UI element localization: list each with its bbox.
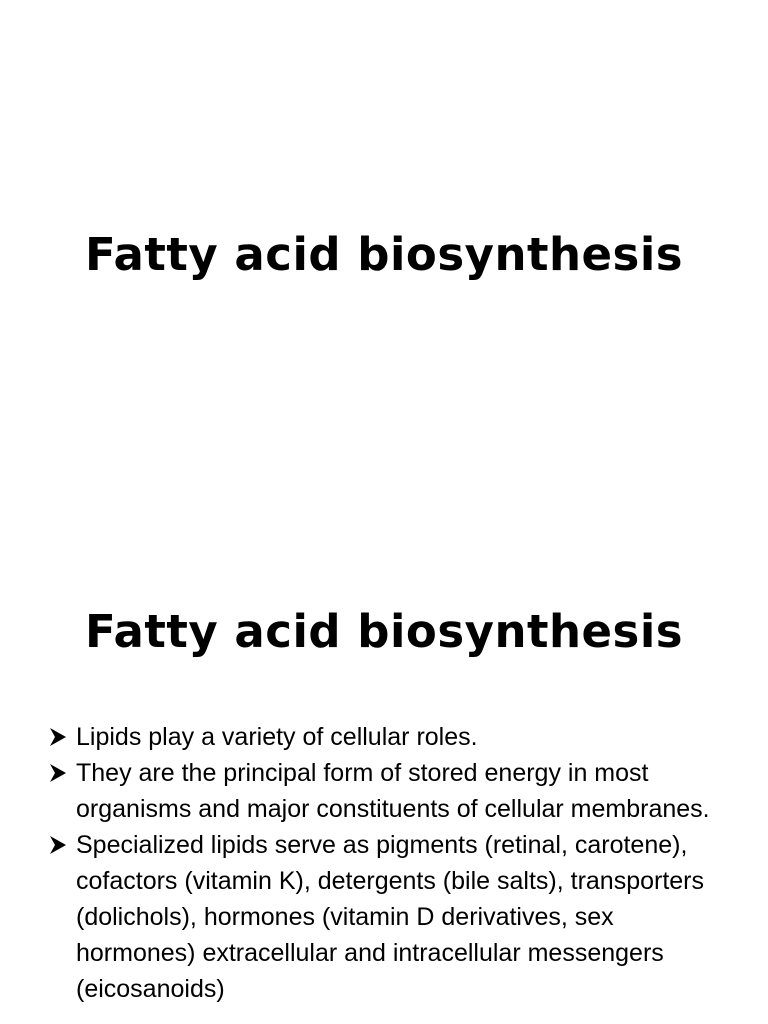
bullet-text: Specialized lipids serve as pigments (retinal, carotene), cofactors (vitamin K), detergents (bile salts), transporters (dolichols), hormones (vitamin D derivatives, sex hormones) extracellular and intracellular messengers (eicosanoids) — [76, 831, 705, 1003]
slide-title: Fatty acid biosynthesis — [84, 228, 684, 281]
arrowhead-bullet-icon — [48, 827, 68, 863]
bullet-item — [46, 827, 736, 1007]
bullet-item — [46, 755, 736, 827]
bullet-item — [46, 719, 736, 755]
bullet-text: Lipids play a variety of cellular roles. — [76, 723, 478, 751]
bullet-text: They are the principal form of stored energy in most organisms and major constituents of cellular membranes. — [76, 759, 710, 823]
arrowhead-bullet-icon — [48, 755, 68, 791]
bullet-list — [46, 719, 736, 1007]
slide-2 — [0, 576, 768, 1024]
arrowhead-bullet-icon — [48, 719, 68, 755]
slide-title: Fatty acid biosynthesis — [84, 605, 684, 658]
